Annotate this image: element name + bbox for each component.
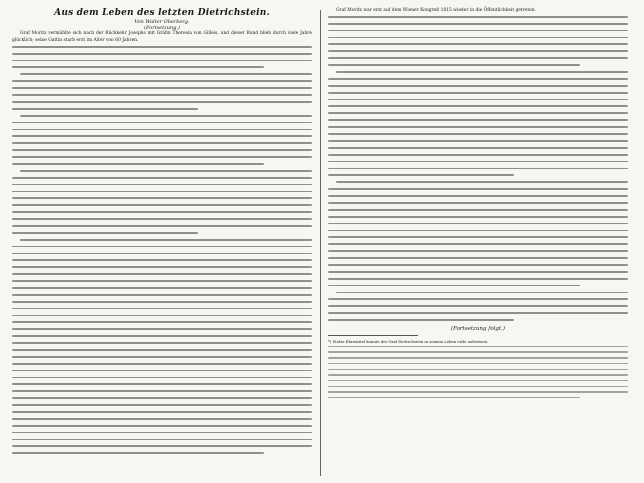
left-opening-paragraph: Graf Moritz vermählte sich nach der Rückkehr Josephs mit Gräfin Theresia von Gilleis, und dieser Bund blieb durch viele Jahre glücklich; seine Gattin starb erst im Alter von 60 Jahren. [12,31,312,43]
continuation-mark: (Fortsetzung.) [144,25,180,31]
right-opening-paragraph: Graf Moritz war erst auf dem Wiener Kongreß 1815 wieder in die Öffentlichkeit getreten. [336,8,536,13]
footnote-rule [328,335,418,336]
left-body-text [12,46,312,454]
column-divider [320,10,321,476]
article-author: Von Walter Oberberg. [134,19,190,25]
left-column [12,8,312,459]
footnote-text: *) Stolze Ehrentitel konnte der Graf Dietrichstein in seinem Leben viele aufweisen. [328,338,489,344]
article-title: Aus dem Leben des letzten Dietrichstein. [54,8,270,18]
right-body-text [328,16,628,321]
footnote-body [328,346,628,399]
right-column [328,8,628,403]
closing-mark: (Fortsetzung folgt.) [450,325,506,332]
